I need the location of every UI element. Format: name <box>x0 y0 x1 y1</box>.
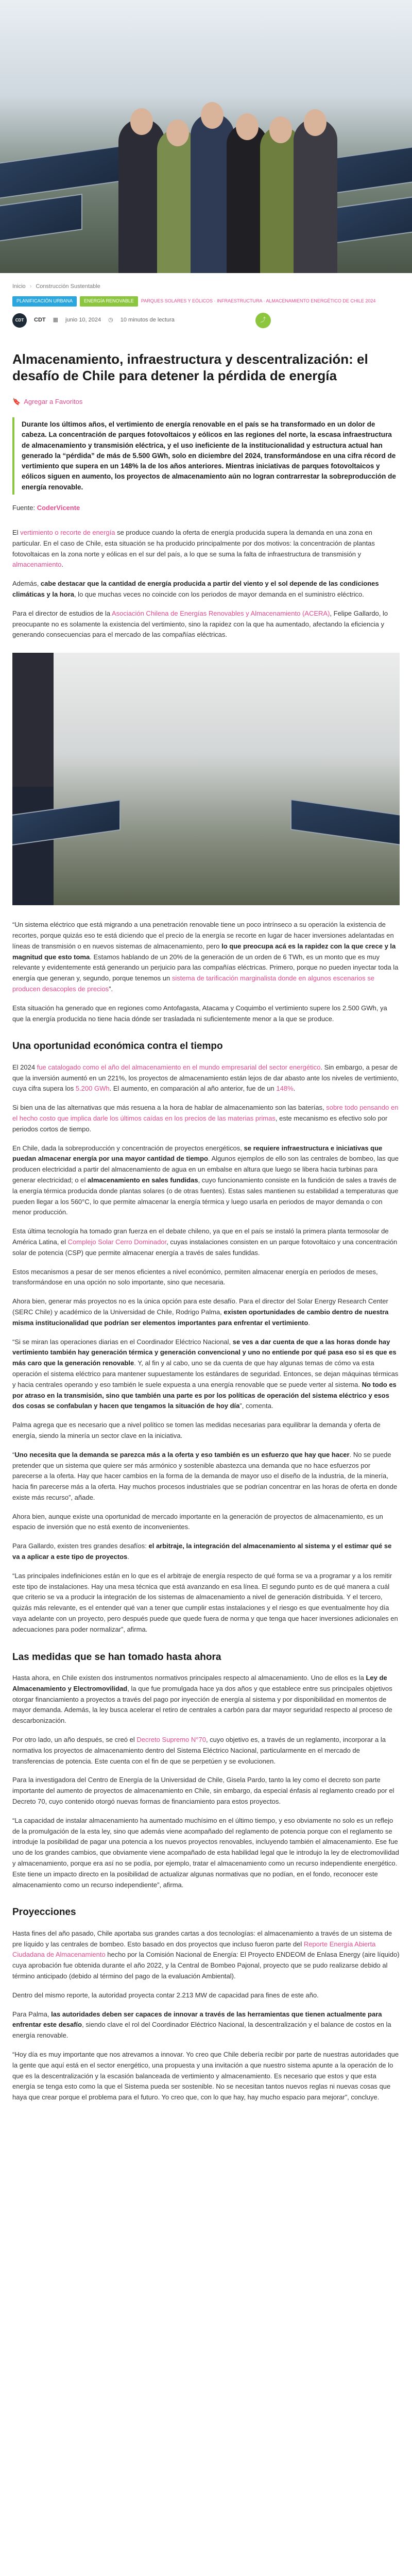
share-icon: ⤴ <box>260 317 266 324</box>
hero-image <box>0 0 412 273</box>
paragraph: Dentro del mismo reporte, la autoridad proyecta contar 2.213 MW de capacidad para fines de este año. <box>12 1991 319 1999</box>
paragraph: Para el director de estudios de la Asociación Chilena de Energías Renovables y Almacenamiento (ACERA), Felipe Gallardo, lo preocupante no es solamente la existencia del vertimiento, sino la rapidez con la que ha aumentado, afectando la eficiencia y generando consecuencias para el mercado de las compañías eléctricas. <box>12 609 388 639</box>
source-link[interactable]: CoderVicente <box>37 503 80 512</box>
paragraph: “Hoy día es muy importante que nos atrevamos a innovar. Yo creo que Chile debería recibir por parte de nuestras autoridades que la gente que aquí está en el sector energético, una propuesta y una invitación a que nuestro sistema apunte a la operación de lo que es la descentralización y la escasión balanceada de vertimiento y almacenamiento. Es necesario que estos y que esta energía se tenga esto como la que el Sistema pueda ser sostenible. No se necesitan tantos nuevos reglas ni nuevas cosas que haya que crear porque el problema para el futuro. Yo creo que, con lo que hay, hay mucho espacio para mejorar”, concluye. <box>12 2050 399 2102</box>
inline-link[interactable]: Asociación Chilena de Energías Renovables y Almacenamiento (ACERA) <box>111 609 330 617</box>
section-heading: Las medidas que se han tomado hasta ahora <box>12 1651 221 1663</box>
publish-date: junio 10, 2024 <box>65 317 101 324</box>
tag-category[interactable]: ENERGÍA RENOVABLE <box>80 296 138 307</box>
byline <box>0 307 412 328</box>
paragraph: Ahora bien, generar más proyectos no es la única opción para este desafío. Para el director del Solar Energy Research Center (SERC Chile) y académico de la Universidad de Chile, Rodrigo Palma, existen oportunidades de cambio dentro de nuestra misma institucionalidad que podrían ser elementos importantes para enfrentar el vertimiento. <box>12 1297 389 1327</box>
calendar-icon: ▦ <box>53 317 59 324</box>
paragraph: Además, cabe destacar que la cantidad de energía producida a partir del viento y el sol depende de las condiciones climáticas y la hora, lo que muchas veces no coincide con los periodos de mayor demanda en el suministro eléctrico. <box>12 580 379 598</box>
article-title: Almacenamiento, infraestructura y descentralización: el desafío de Chile para detener la pérdida de energía <box>12 351 368 384</box>
tag-keywords[interactable]: PARQUES SOLARES Y EÓLICOS · INFRAESTRUCTURA · ALMACENAMIENTO ENERGÉTICO DE CHILE 2024 <box>141 298 376 304</box>
inline-link[interactable]: almacenamiento <box>12 561 62 569</box>
paragraph: Esta situación ha generado que en regiones como Antofagasta, Atacama y Coquimbo el vertimiento supere los 2.500 GWh, ya que la energía producida no tiene hacia dónde ser trasladada ni suficientemente menor a la que se produce. <box>12 1004 387 1023</box>
section-heading: Proyecciones <box>12 1907 76 1918</box>
paragraph: Esta última tecnología ha tomado gran fuerza en el debate chileno, ya que en el país se instaló la primera planta termosolar de América Latina, el Complejo Solar Cerro Dominador, cuyas instalaciones consisten en un parque fotovoltaico y una concentración solar de potencia (CSP) que permite almacenar energía a través de sales fundidas. <box>12 1227 398 1257</box>
inline-link[interactable]: 5.200 GWh <box>75 1084 110 1093</box>
paragraph: Hasta fines del año pasado, Chile aportaba sus grandes cartas a dos tecnologías: el almacenamiento a través de un sistema de pre líquido y las centrales de bombeo. Esto basado en dos proyectos que incluso fueron parte del Reporte Energía Abierta Ciudadana de Almacenamiento hecho por la Comisión Nacional de Energía: El Proyecto ENDEOM de Enlasa Energy (aire líquido) cuya aprobación fue obtenida durante el año 2022, y la Central de Bombeo Pajonal, proyecto que se pudo realizarse debido al término anticipado (debido al término del pago de la evaluación Ambiental). <box>12 1929 400 1980</box>
inline-link[interactable]: fue catalogado como el año del almacenamiento en el mundo empresarial del sector energético <box>37 1063 321 1071</box>
paragraph: “Las principales indefiniciones están en lo que es el arbitraje de energía respecto de qué forma se va a programar y a los remitir este tipo de instalaciones. Hay una mesa técnica que está avanzando en esa línea. El segundo punto es de qué manera a cuál que criterio se va a producir la integración de los sistemas de almacenamiento a nivel de generación distribuida. Y el tercero, quizás más relevante, es el entender qué van a tener que cumplir estas instalaciones y el riesgo es que eventualmente hoy día vaya adelante con un proyecto, pero después puede que quede fuera de norma y que tenga que hacer inversiones adicionales en adecuaciones para poder normalizar”, afirma. <box>12 1571 398 1633</box>
article-summary: Durante los últimos años, el vertimiento de energía renovable en el país se ha transformado en un dolor de cabeza. La concentración de parques fotovoltaicos y eólicos en las regiones del norte, la escasa infraestructura de almacenamiento y transmisión eléctrica, y el uso ineficiente de la institucionalidad y estructura actual han generado la “pérdida” de más de 5.500 GWh, solo en diciembre del 2024, transformándose en una cifra récord de vertimiento que supera en un 148% la de los años anteriores. Mientras iniciativas de parques fotovoltaicos y eólicos siguen en aumento, los proyectos de almacenamiento aún no logran contrarrestar la sobreproducción de energía renovable. <box>12 417 400 495</box>
add-favorite-label: Agregar a Favoritos <box>24 397 83 405</box>
paragraph: El 2024 fue catalogado como el año del almacenamiento en el mundo empresarial del sector energético. Sin embargo, a pesar de que la inversión aumentó en un 221%, los proyectos de almacenamiento están lejos de dar abasto ante los niveles de vertimiento, cuya cifra supera los 5.200 GWh. El aumento, en comparación al año anterior, fue de un 148%. <box>12 1063 399 1093</box>
tag-list <box>0 291 412 307</box>
paragraph: Para la investigadora del Centro de Energía de la Universidad de Chile, Gisela Pardo, tanto la ley como el decreto son parte importante del aumento de proyectos de almacenamiento en Chile, sin embargo, da especial énfasis al reglamento creado por el Decreto 70, cuyo contenido otorgó nuevas formas de financiamiento para estos proyectos. <box>12 1776 394 1806</box>
article-body-continued <box>0 920 412 2103</box>
breadcrumb-home[interactable]: Inicio <box>12 283 26 290</box>
paragraph: Para Palma, las autoridades deben ser capaces de innovar a través de las herramientas que tienen actualmente para enfrentar este desafío, siendo clave el rol del Coordinador Eléctrico Nacional, la descentralización y el balance de costos en la energía renovable. <box>12 2010 391 2040</box>
paragraph: En Chile, dada la sobreproducción y concentración de proyectos energéticos, se requiere infraestructura e iniciativas que puedan almacenar energía por una mayor cantidad de tiempo. Algunos ejemplos de ello son las centrales de bombeo, las que producen electricidad a partir del almacenamiento de agua en un embalse en altura que luego se libera hacia turbinas para generar electricidad; o el almacenamiento en sales fundidas, cuyo funcionamiento consiste en la fundición de sales a través de la energía térmica producida donde plantas solares (o de otras fuentes). Estas sales mantienen su estabilidad a temperaturas que pueden llegar a los 560°C, lo que permite almacenar la energía térmica y luego usarla en periodos de mayor demanda o con menor producción. <box>12 1144 399 1216</box>
clock-icon: ◷ <box>108 317 113 324</box>
breadcrumb <box>0 273 412 291</box>
article-source <box>0 495 412 513</box>
article-photo <box>12 653 400 905</box>
add-favorite-link[interactable] <box>0 384 412 407</box>
inline-link[interactable]: sobre todo pensando en el hecho costo que implica darle los últimos caídas en los precios de las materias primas <box>12 1104 399 1122</box>
author-name[interactable]: CDT <box>34 317 46 324</box>
author-avatar: CDT <box>12 313 27 328</box>
share-button[interactable] <box>255 313 271 328</box>
inline-link[interactable]: Complejo Solar Cerro Dominador <box>67 1238 167 1246</box>
inline-link[interactable]: Reporte Energía Abierta Ciudadana de Almacenamiento <box>12 1940 376 1959</box>
paragraph: “La capacidad de instalar almacenamiento ha aumentado muchísimo en el último tiempo, y eso obviamente no solo es un reflejo de la promulgación de la esta ley, sino que además viene acompañado del reglamento de potencia porque con el reglamento se introduje la posibilidad de pagar una potencia a los nuevos proyectos renovables, incluyendo también el almacenamiento. Ese fue uno de los grandes cambios, que obviamente viene acompañado de esta habilidad legal que le introdujo la ley de electromovilidad y almacenamiento, porque era así no se podía, por ejemplo, tratar el almacenamiento como un recurso independiente energético. Este tiene un impacto directo en la posibilidad de actualizar algunas normativas que no podían, en el fondo, reconocer este almacenamiento como un recurso independiente”, afirma. <box>12 1816 399 1889</box>
paragraph: Palma agrega que es necesario que a nivel político se tomen las medidas necesarias para equilibrar la demanda y oferta de energía, siendo la minería un sector clave en la iniciativa. <box>12 1421 381 1439</box>
breadcrumb-section[interactable]: Construcción Sustentable <box>36 283 100 290</box>
source-label: Fuente: <box>12 503 36 512</box>
breadcrumb-separator: › <box>29 283 32 290</box>
inline-link[interactable]: Decreto Supremo N°70 <box>136 1736 206 1744</box>
article-body <box>0 528 412 640</box>
paragraph: “Uno necesita que la demanda se parezca más a la oferta y eso también es un esfuerzo que hay que hacer. No se puede pretender que un sistema que quiere ser más armónico y sostenible abastezca una demanda que no hace esfuerzos por parecerse a la oferta. Hay que hacer cambios en la forma de la demanda de mayor uso el diseño de la industria, de la minería, hacia fin parecerse más a la oferta. Hay muchos procesos industriales que se podrían concentrar en las horas de oferta en donde existe más recurso”, añade. <box>12 1450 398 1501</box>
read-time: 10 minutos de lectura <box>120 317 175 324</box>
section-heading: Una oportunidad económica contra el tiempo <box>12 1041 223 1052</box>
paragraph: Para Gallardo, existen tres grandes desafíos: el arbitraje, la integración del almacenamiento al sistema y el estimar qué se va a aplicar a este tipo de proyectos. <box>12 1542 392 1561</box>
paragraph: Si bien una de las alternativas que más resuena a la hora de hablar de almacenamiento son las baterías, sobre todo pensando en el hecho costo que implica darle los últimos caídas en los precios de las materias primas, este mecanismo es efectivo solo por periodos cortos de tiempo. <box>12 1104 399 1133</box>
tag-category[interactable]: PLANIFICACIÓN URBANA <box>12 296 77 307</box>
bookmark-icon: 🔖 <box>12 397 21 405</box>
paragraph: Estos mecanismos a pesar de ser menos eficientes a nivel económico, permiten almacenar energía en periodos de meses, transformándose en una opción no solo importante, sino que necesaria. <box>12 1267 378 1286</box>
paragraph: Hasta ahora, en Chile existen dos instrumentos normativos principales respecto al almacenamiento. Uno de ellos es la Ley de Almacenamiento y Electromovilidad, la que fue promulgada hace ya dos años y que establece entre sus principales objetivos otorgar financiamiento a proyectos a través del pago por inyección de energía al sistema y por disponibilidad en momentos de mayor demanda. Además, la ley busca acelerar el retiro de centrales a carbón para dar mayor seguridad respecto al proceso de descarbonización. <box>12 1674 392 1725</box>
inline-link[interactable]: 148% <box>276 1084 294 1093</box>
paragraph: Ahora bien, aunque existe una oportunidad de mercado importante en la generación de proyectos de almacenamiento, es un espacio de inversión que no está exento de inconvenientes. <box>12 1512 383 1531</box>
paragraph: Por otro lado, un año después, se creó el Decreto Supremo N°70, cuyo objetivo es, a través de un reglamento, incorporar a la normativa los proyectos de almacenamiento dentro del Sistema Eléctrico Nacional, particularmente en el mercado de transferencias de potencia. Este cuenta con el fin de que se perpetúen y se evolucionen. <box>12 1736 386 1765</box>
paragraph: “Un sistema eléctrico que está migrando a una penetración renovable tiene un poco intrínseco a su operación la existencia de recortes, porque quizás eso te está diciendo que el precio de la energía se recorte en lugar de hacer inversiones adelantadas en líneas de transmisión o en nuevos sistemas de almacenamiento, pero lo que preocupa acá es la rapidez con la que crece y la magnitud que esto toma. Estamos hablando de un 20% de la generación de un orden de 6 TWh, es un monto que es muy relevante y evidentemente está generando un perjuicio para las compañías eléctricas. Primero, porque no pueden inyectar toda la energía que generan y, segundo, porque tenemos un sistema de tarificación marginalista donde en algunos escenarios se producen desacoples de precios”. <box>12 921 399 993</box>
inline-link[interactable]: sistema de tarificación marginalista donde en algunos escenarios se producen desacoples de precios <box>12 974 374 993</box>
inline-link[interactable]: vertimiento o recorte de energía <box>20 529 115 537</box>
paragraph: “Si se miran las operaciones diarias en el Coordinador Eléctrico Nacional, se ves a dar cuenta de que a las horas donde hay vertimiento también hay generación térmica y generación convencional y uno no entiende por qué pasa eso si es que es más caro que la generación renovable. Y, al fin y al cabo, uno se da cuenta de que hay algunas temas de cómo va esta operación el sistema eléctrico para mantener supuestamente los estándares de seguridad. Entonces, se dejan máquinas térmicas y hacia centrales operando y eso también le suele expuesta a una energía renovable que se puede verter al sistema. No todo es por atraso en la transmisión, sino que también una parte es por los políticas de operación del sistema eléctrico y esos dos cosas se confabulan y hacen que tengamos la situación de hoy día”, comenta. <box>12 1337 399 1410</box>
paragraph: El vertimiento o recorte de energía se produce cuando la oferta de energía producida supera la demanda en una zona en particular. En el caso de Chile, esta situación se ha producido principalmente por dos motivos: la concentración de plantas fotovoltaicas en la zona norte y eólicas en el sur del país, a lo que se suma la falta de infraestructura de transmisión y almacenamiento. <box>12 529 375 569</box>
